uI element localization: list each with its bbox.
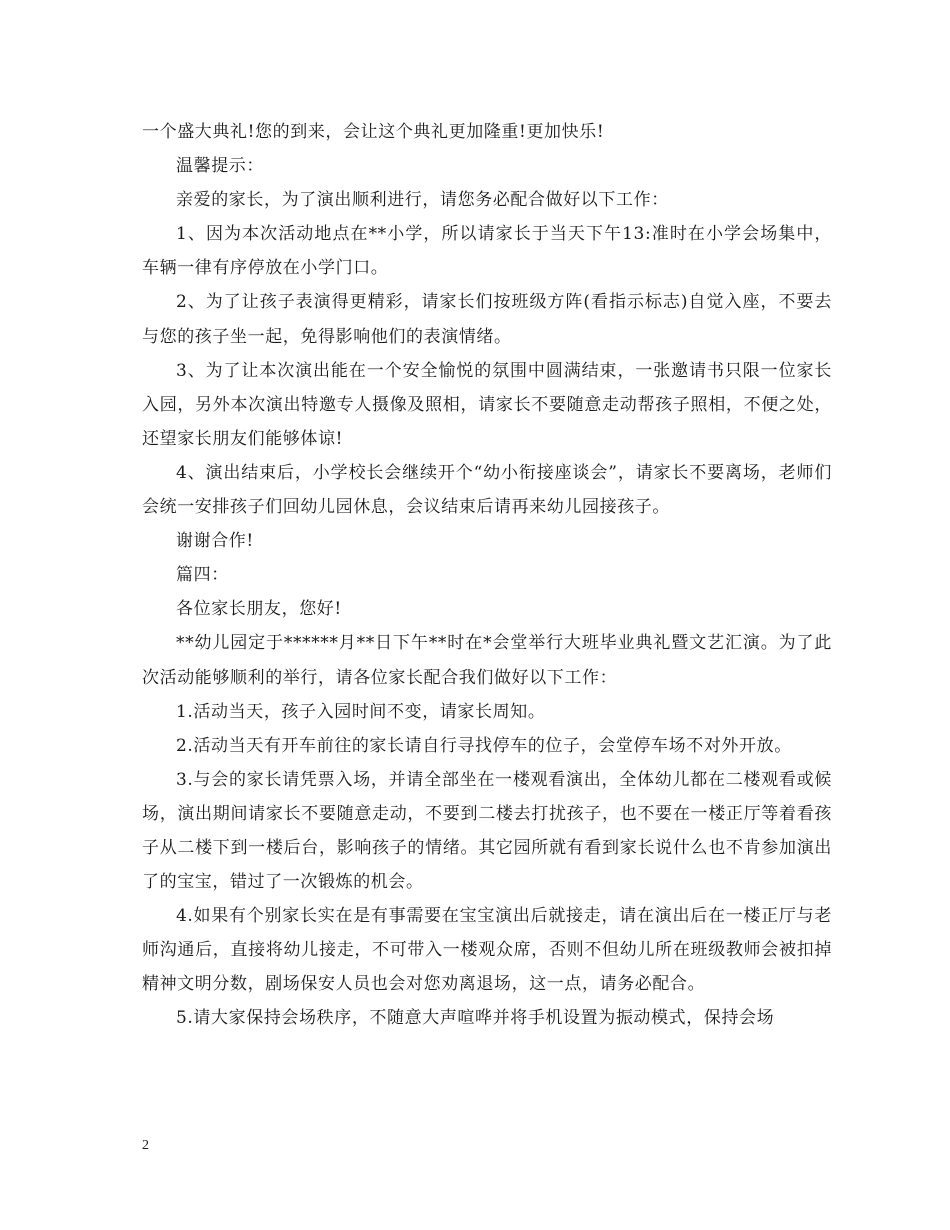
paragraph-tip-heading: 温馨提示： <box>176 156 264 177</box>
paragraph-greeting: 各位家长朋友，您好! <box>176 599 342 620</box>
paragraph-rule-3: 3.与会的家长请凭票入场，并请全部坐在一楼观看演出，全体幼儿都在二楼观看或候场，演出期间请家长不要随意走动，不要到二楼去打扰孩子，也不要在一楼正厅等着看孩子从二楼下到一楼后台，影响孩子的情绪。其它园所就有看到家长说什么也不肯参加演出了的宝宝，错过了一次锻炼的机会。 <box>142 769 832 893</box>
paragraph-item-3: 3、为了让本次演出能在一个安全愉悦的氛围中圆满结束，一张邀请书只限一位家长入园，另外本次演出特邀专人摄像及照相，请家长不要随意走动帮孩子照相，不便之处，还望家长朋友们能够体谅! <box>142 360 832 449</box>
paragraph-rule-1: 1.活动当天，孩子入园时间不变，请家长周知。 <box>176 701 546 722</box>
document-body <box>142 115 832 1036</box>
paragraph-continuation: 一个盛大典礼!您的到来，会让这个典礼更加隆重!更加快乐! <box>142 122 605 142</box>
paragraph-thanks: 谢谢合作! <box>176 531 254 552</box>
paragraph-announcement: **幼儿园定于******月**日下午**时在*会堂举行大班毕业典礼暨文艺汇演。为了此次活动能够顺利的举行，请各位家长配合我们做好以下工作： <box>142 633 832 688</box>
paragraph-rule-2: 2.活动当天有开车前往的家长请自行寻找停车的位子，会堂停车场不对外开放。 <box>176 735 792 756</box>
paragraph-item-2: 2、为了让孩子表演得更精彩，请家长们按班级方阵(看指示标志)自觉入座，不要去与您的孩子坐一起，免得影响他们的表演情绪。 <box>142 292 832 347</box>
paragraph-item-1: 1、因为本次活动地点在**小学，所以请家长于当天下午13:准时在小学会场集中，车辆一律有序停放在小学门口。 <box>142 224 832 279</box>
paragraph-dear-parents: 亲爱的家长，为了演出顺利进行，请您务必配合做好以下工作： <box>176 190 669 211</box>
paragraph-item-4: 4、演出结束后，小学校长会继续开个“幼小衔接座谈会”，请家长不要离场，老师们会统一安排孩子们回幼儿园休息，会议结束后请再来幼儿园接孩子。 <box>142 462 832 518</box>
paragraph-rule-4: 4.如果有个别家长实在是有事需要在宝宝演出后就接走，请在演出后在一楼正厅与老师沟通后，直接将幼儿接走，不可带入一楼观众席，否则不但幼儿所在班级教师会被扣掉精神文明分数，剧场保安人员也会对您劝离退场，这一点，请务必配合。 <box>142 906 832 995</box>
page-number: 2 <box>142 1138 149 1153</box>
section-heading: 篇四： <box>176 565 229 586</box>
paragraph-rule-5: 5.请大家保持会场秩序，不随意大声喧哗并将手机设置为振动模式，保持会场 <box>176 1008 775 1029</box>
